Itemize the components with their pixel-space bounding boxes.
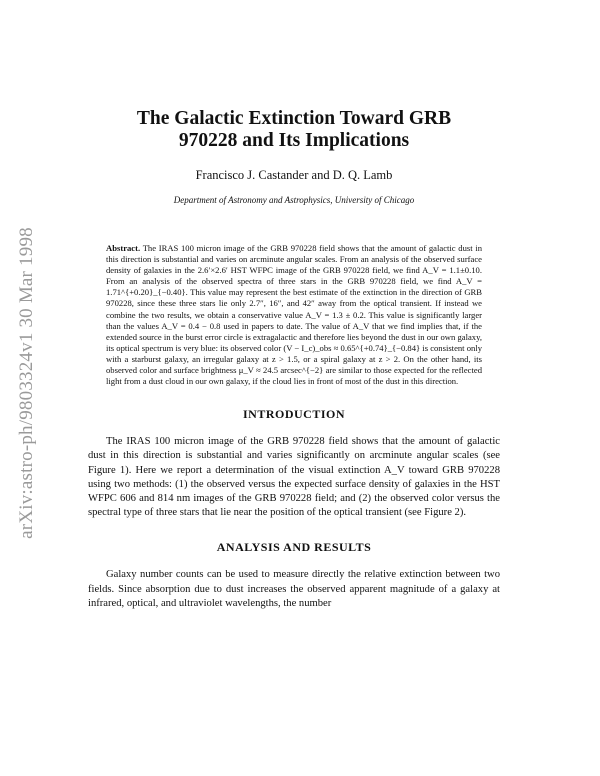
- affiliation: Department of Astronomy and Astrophysics, University of Chicago: [173, 195, 415, 205]
- section-heading-introduction: INTRODUCTION: [242, 407, 345, 422]
- arxiv-identifier: arXiv:astro-ph/9803324v1 30 Mar 1998: [16, 226, 37, 539]
- title-line-2: 970228 and Its Implications: [178, 130, 410, 151]
- abstract-label: Abstract.: [106, 243, 141, 253]
- section-heading-analysis: ANALYSIS AND RESULTS: [216, 540, 372, 555]
- abstract-text: The IRAS 100 micron image of the GRB 970228 field shows that the amount of galactic dust in this direction is substantial and varies on arcminute angular scales. From an analysis of the observed surface density of galaxies in the 2.6′×2.6′ HST WFPC image of the GRB 970228 field, we find A_V = 1.1±0.10. From an analysis of the observed spectra of three stars in the GRB 970228 field, we find A_V = 1.71^{+0.20}_{−0.40}. This value may represent the best estimate of the extinction in the direction of GRB 970228, since these three stars lie only 2.7″, 16″, and 42″ away from the optical transient. If instead we combine the two results, we obtain a conservative value A_V = 1.3 ± 0.2. This value is significantly larger than the values A_V = 0.4 − 0.8 used in papers to date. The value of A_V that we find implies that, if the extended source in the burst error circle is extragalactic and therefore lies beyond the dust in our own galaxy, its optical spectrum is very blue: its observed color (V − I_c)_obs ≈ 0.65^{+0.74}_{−0.84} is consistent only with a starburst galaxy, an irregular galaxy at z > 1.5, or a spiral galaxy at z > 2. On the other hand, its observed color and surface brightness μ_V ≈ 24.5 arcsec^{−2} are similar to those expected for the reflected light from a dust cloud in our own galaxy, if the cloud lies in front of most of the dust in this direction.: [106, 243, 482, 387]
- analysis-paragraph: Galaxy number counts can be used to measure directly the relative extinction between two fields. Since absorption due to dust increases the observed apparent magnitude of a galaxy at infrared, optical, and ultraviolet wavelengths, the number: [88, 569, 500, 609]
- paper-title: [88, 108, 500, 152]
- title-line-1: The Galactic Extinction Toward GRB: [136, 108, 452, 129]
- introduction-paragraph: The IRAS 100 micron image of the GRB 970228 field shows that the amount of galactic dust in this direction is substantial and varies significantly on arcminute angular scales (see Figure 1). Here we report a determination of the visual extinction A_V toward GRB 970228 using two methods: (1) the observed versus the expected surface density of galaxies in the HST WFPC 606 and 814 nm images of the GRB 970228 field; and (2) the observed color versus the spectral type of three stars that lie near the position of the optical transient (see Figure 2).: [88, 436, 500, 519]
- authors: Francisco J. Castander and D. Q. Lamb: [195, 168, 393, 182]
- paper-page: [88, 108, 500, 611]
- arxiv-watermark: [14, 195, 40, 570]
- abstract: [106, 243, 482, 387]
